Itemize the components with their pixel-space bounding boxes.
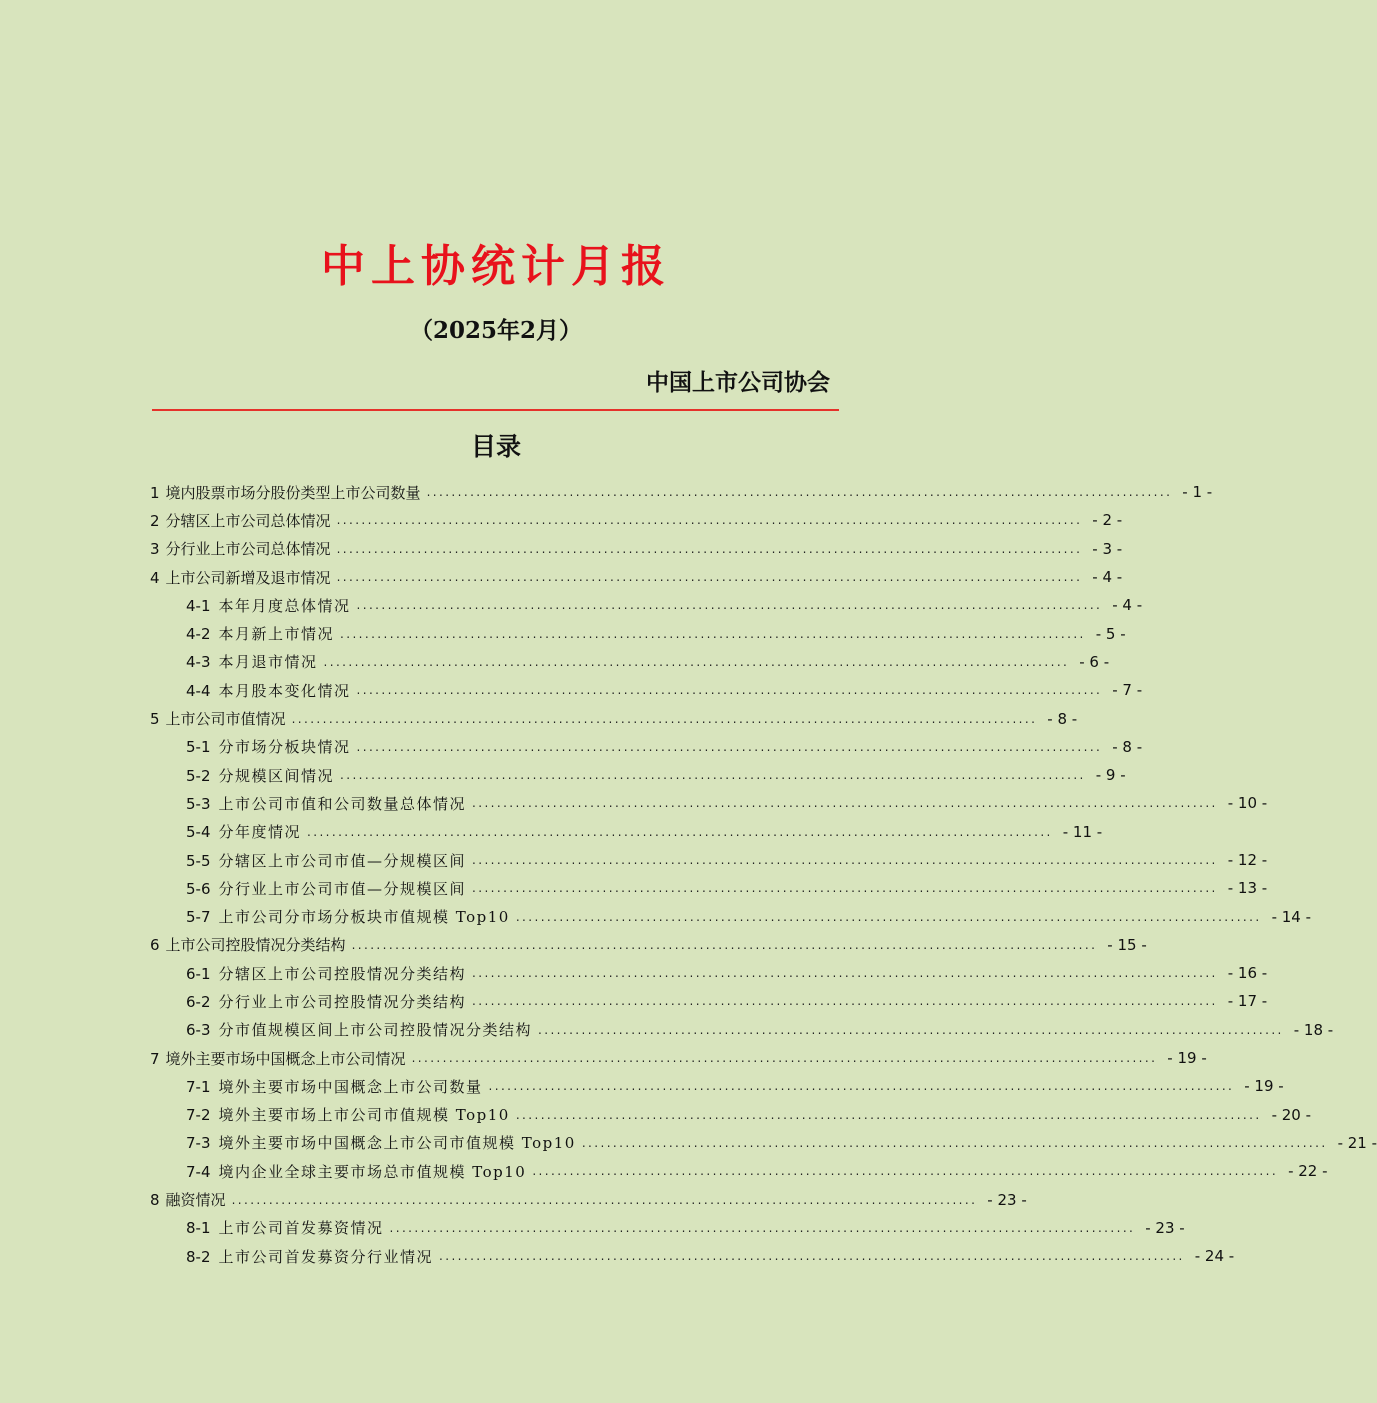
toc-entry-number: 7-2 — [186, 1106, 211, 1125]
toc-entry-text: 本月退市情况 — [218, 653, 318, 672]
toc-entry-label — [186, 906, 510, 927]
toc-subentry[interactable] — [150, 818, 1103, 846]
toc-page-number: - 3 - — [1092, 539, 1123, 558]
toc-leader-dots: ........................................................................................................................ — [340, 626, 1086, 641]
toc-entry-text: 分辖区上市公司市值—分规模区间 — [218, 851, 467, 870]
toc-entry-number: 4-1 — [186, 596, 211, 615]
toc-entry-number: 4-2 — [186, 625, 211, 644]
toc-page-number: - 19 - — [1244, 1077, 1284, 1096]
toc-leader-dots: ........................................................................................................................ — [336, 513, 1083, 528]
toc-page-number: - 12 - — [1227, 851, 1268, 869]
toc-entry-text: 分规模区间情况 — [218, 766, 335, 785]
toc-entry-label — [150, 1048, 406, 1069]
toc-subentry[interactable] — [150, 619, 1126, 647]
toc-entry-number: 6 — [150, 936, 160, 955]
toc-entry-text: 境外主要市场上市公司市值规模 Top10 — [218, 1106, 510, 1125]
toc-entry-number: 5-4 — [186, 823, 211, 842]
toc-entry-label — [186, 963, 466, 984]
toc-entry[interactable] — [150, 535, 1123, 563]
toc-entry-number: 7 — [150, 1049, 160, 1068]
toc-entry[interactable] — [150, 1185, 1027, 1213]
toc-entry-label — [186, 595, 351, 616]
toc-entry-label — [186, 623, 334, 644]
toc-entry[interactable] — [150, 563, 1123, 591]
toc-subentry[interactable] — [150, 1016, 1334, 1044]
toc-entry-label — [150, 510, 331, 531]
toc-entry-text: 境外主要市场中国概念上市公司市值规模 Top10 — [218, 1134, 576, 1153]
toc-leader-dots: ........................................................................................................................ — [231, 1192, 978, 1207]
toc-leader-dots: ........................................................................................................................ — [581, 1135, 1328, 1150]
organization-name: 中国上市公司协会 — [646, 370, 830, 396]
toc-page-number: - 24 - — [1194, 1247, 1235, 1266]
toc-entry-text: 分行业上市公司总体情况 — [165, 540, 331, 559]
toc-page-number: - 10 - — [1227, 794, 1268, 813]
toc-subentry[interactable] — [150, 902, 1312, 930]
toc-leader-dots: ........................................................................................................................ — [532, 1164, 1279, 1179]
toc-entry-label — [186, 991, 466, 1012]
toc-leader-dots: ........................................................................................................................ — [336, 541, 1083, 556]
toc-page-number: - 21 - — [1337, 1133, 1377, 1152]
toc-leader-dots: ........................................................................................................................ — [356, 683, 1103, 698]
toc-page-number: - 8 - — [1112, 737, 1143, 756]
toc-page-number: - 14 - — [1271, 907, 1312, 926]
toc-page-number: - 19 - — [1167, 1049, 1207, 1068]
toc-page-number: - 17 - — [1227, 992, 1268, 1011]
toc-entry-label — [186, 736, 351, 757]
toc-leader-dots: ........................................................................................................................ — [307, 824, 1053, 839]
toc-page-number: - 23 - — [1145, 1218, 1185, 1237]
toc-entry[interactable] — [150, 931, 1147, 959]
toc-entry-text: 上市公司新增及退市情况 — [165, 568, 331, 587]
toc-entry-text: 分行业上市公司控股情况分类结构 — [218, 992, 467, 1011]
toc-entry-text: 上市公司市值和公司数量总体情况 — [218, 794, 467, 813]
toc-subentry[interactable] — [150, 789, 1268, 817]
toc-leader-dots: ........................................................................................................................ — [538, 1022, 1284, 1037]
report-period: （2025年2月） — [409, 317, 583, 344]
toc-entry-label — [150, 1189, 226, 1210]
toc-entry-label — [186, 680, 351, 701]
toc-entry-label — [186, 651, 318, 672]
toc-page-number: - 6 - — [1079, 652, 1110, 671]
toc-entry-text: 分辖区上市公司总体情况 — [165, 511, 331, 530]
toc-entry-number: 5-7 — [186, 908, 211, 927]
toc-entry-number: 4 — [150, 568, 160, 587]
toc-entry-text: 分行业上市公司市值—分规模区间 — [218, 879, 467, 898]
toc-entry-text: 本年月度总体情况 — [218, 596, 351, 615]
toc-entry-label — [186, 765, 334, 786]
toc-leader-dots: ........................................................................................................................ — [291, 711, 1038, 726]
toc-page-number: - 15 - — [1107, 935, 1147, 954]
toc-entry-number: 1 — [150, 483, 160, 502]
toc-entry[interactable] — [150, 506, 1123, 534]
toc-leader-dots: ........................................................................................................................ — [323, 654, 1070, 669]
toc-subentry[interactable] — [150, 1072, 1284, 1100]
toc-entry-number: 7-3 — [186, 1134, 211, 1153]
toc-page-number: - 1 - — [1182, 483, 1213, 502]
toc-leader-dots: ........................................................................................................................ — [472, 966, 1218, 981]
toc-entry[interactable] — [150, 478, 1213, 506]
toc-subentry[interactable] — [150, 733, 1143, 761]
toc-leader-dots: ........................................................................................................................ — [515, 909, 1262, 924]
toc-page-number: - 9 - — [1095, 766, 1126, 785]
toc-leader-dots: ........................................................................................................................ — [336, 570, 1083, 585]
toc-entry-number: 6-3 — [186, 1021, 211, 1040]
toc-entry-number: 7-1 — [186, 1077, 211, 1096]
toc-entry-text: 境外主要市场中国概念上市公司数量 — [218, 1077, 483, 1096]
toc-entry-text: 分市值规模区间上市公司控股情况分类结构 — [218, 1021, 533, 1040]
toc-entry-label — [150, 567, 331, 588]
toc-leader-dots: ........................................................................................................................ — [389, 1220, 1136, 1235]
toc-entry-number: 5 — [150, 710, 160, 729]
toc-entry-text: 融资情况 — [165, 1191, 226, 1210]
toc-entry-label — [186, 1019, 532, 1040]
toc-leader-dots: ........................................................................................................................ — [472, 853, 1218, 867]
toc-entry-number: 8 — [150, 1191, 160, 1210]
toc-entry-label — [186, 1076, 483, 1097]
toc-leader-dots: ........................................................................................................................ — [340, 768, 1086, 783]
toc-subentry[interactable] — [150, 959, 1268, 987]
toc-subentry[interactable] — [150, 1101, 1312, 1129]
toc-entry-text: 本月股本变化情况 — [218, 681, 351, 700]
toc-entry-number: 4-3 — [186, 653, 211, 672]
toc-entry-text: 上市公司首发募资分行业情况 — [218, 1247, 434, 1266]
toc-entry-label — [186, 1132, 576, 1153]
toc-entry-label — [186, 1161, 526, 1182]
toc-page-number: - 7 - — [1112, 681, 1143, 700]
toc-leader-dots: ........................................................................................................................ — [515, 1107, 1262, 1122]
toc-entry-text: 上市公司控股情况分类结构 — [165, 936, 346, 955]
toc-subentry[interactable] — [150, 648, 1110, 676]
toc-entry-number: 6-1 — [186, 964, 211, 983]
toc-leader-dots: ........................................................................................................................ — [351, 937, 1098, 952]
toc-entry-label — [150, 708, 286, 729]
toc-page-number: - 16 - — [1227, 964, 1268, 983]
toc-entry-label — [186, 821, 301, 842]
toc-entry-label — [186, 793, 466, 814]
toc-entry-label — [186, 1246, 433, 1267]
toc-leader-dots: ........................................................................................................................ — [488, 1079, 1235, 1094]
toc-entry-number: 8-2 — [186, 1247, 211, 1266]
toc-leader-dots: ........................................................................................................................ — [356, 598, 1103, 613]
toc-leader-dots: ........................................................................................................................ — [472, 994, 1218, 1009]
toc-page-number: - 11 - — [1062, 822, 1103, 841]
toc-entry-text: 境内企业全球主要市场总市值规模 Top10 — [218, 1162, 527, 1181]
report-title: 中上协统计月报 — [321, 241, 671, 292]
toc-subentry[interactable] — [150, 676, 1143, 704]
toc-entry-label — [186, 850, 466, 871]
toc-page-number: - 4 - — [1112, 596, 1143, 615]
toc-leader-dots: ........................................................................................................................ — [356, 739, 1103, 754]
toc-entry-number: 4-4 — [186, 681, 211, 700]
toc-entry-label — [150, 482, 421, 503]
toc-subentry[interactable] — [150, 1242, 1235, 1270]
toc-entry-number: 3 — [150, 540, 160, 559]
toc-leader-dots: ........................................................................................................................ — [439, 1249, 1185, 1264]
toc-entry-text: 本月新上市情况 — [218, 625, 335, 644]
toc-heading: 目录 — [470, 432, 521, 461]
toc-page-number: - 13 - — [1227, 879, 1268, 898]
toc-entry-text: 分市场分板块情况 — [218, 738, 351, 757]
toc-entry-number: 5-2 — [186, 766, 211, 785]
toc-page-number: - 2 - — [1092, 511, 1123, 530]
toc-entry-text: 上市公司市值情况 — [165, 710, 286, 729]
toc-entry-number: 5-3 — [186, 794, 211, 813]
toc-entry-number: 5-5 — [186, 851, 211, 870]
toc-entry-label — [186, 1104, 510, 1125]
table-of-contents — [150, 478, 1377, 1270]
toc-entry-text: 分年度情况 — [218, 823, 302, 842]
toc-entry-label — [186, 1217, 384, 1238]
divider-line — [152, 409, 839, 411]
toc-entry-text: 境内股票市场分股份类型上市公司数量 — [165, 483, 421, 502]
toc-leader-dots: ........................................................................................................................ — [472, 796, 1218, 811]
toc-leader-dots: ........................................................................................................................ — [472, 881, 1218, 896]
toc-subentry[interactable] — [150, 761, 1126, 789]
toc-entry-label — [150, 538, 331, 559]
toc-subentry[interactable] — [150, 874, 1268, 902]
toc-page-number: - 4 - — [1092, 568, 1123, 587]
toc-entry-text: 上市公司首发募资情况 — [218, 1219, 384, 1238]
toc-entry[interactable] — [150, 1044, 1207, 1072]
toc-page-number: - 23 - — [987, 1190, 1027, 1209]
toc-entry-number: 7-4 — [186, 1162, 211, 1181]
toc-page-number: - 20 - — [1271, 1105, 1312, 1124]
toc-entry-text: 分辖区上市公司控股情况分类结构 — [218, 964, 467, 983]
toc-leader-dots: ........................................................................................................................ — [426, 485, 1173, 500]
toc-leader-dots: ........................................................................................................................ — [411, 1051, 1158, 1066]
toc-entry-number: 6-2 — [186, 992, 211, 1011]
toc-entry[interactable] — [150, 704, 1078, 732]
toc-entry-label — [150, 934, 346, 955]
toc-page-number: - 5 - — [1095, 624, 1126, 643]
toc-page-number: - 22 - — [1288, 1162, 1328, 1181]
toc-subentry[interactable] — [150, 987, 1268, 1015]
toc-entry-number: 5-6 — [186, 879, 211, 898]
toc-subentry[interactable] — [150, 591, 1143, 619]
toc-entry-number: 2 — [150, 511, 160, 530]
toc-entry-label — [186, 878, 466, 899]
toc-entry-number: 5-1 — [186, 738, 211, 757]
toc-entry-text: 上市公司分市场分板块市值规模 Top10 — [218, 908, 510, 927]
toc-subentry[interactable] — [150, 1214, 1185, 1242]
toc-page-number: - 18 - — [1293, 1020, 1334, 1039]
toc-page-number: - 8 - — [1047, 709, 1078, 728]
toc-entry-number: 8-1 — [186, 1219, 211, 1238]
toc-entry-text: 境外主要市场中国概念上市公司情况 — [165, 1049, 406, 1068]
toc-subentry[interactable] — [150, 846, 1268, 874]
toc-subentry[interactable] — [150, 1157, 1328, 1185]
toc-subentry[interactable] — [150, 1129, 1377, 1157]
